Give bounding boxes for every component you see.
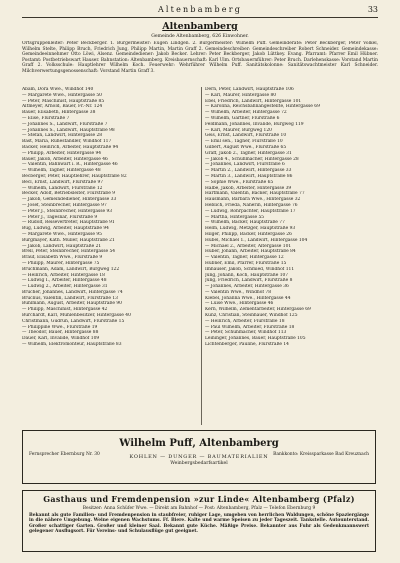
- directory-entry: — Karl, Maurer, Hintergasse 80: [205, 92, 277, 98]
- directory-entry: — Rudolf, Reisevertreter, Hauptstraße 91: [22, 220, 115, 226]
- ad-supplies: Weinbergsbedarfsartikel: [170, 461, 228, 466]
- directory-entry: — Wilhelm, Elektromonteur, Hauptstraße 83: [22, 342, 122, 348]
- directory-entry: Kern, Wilhelm, Zementarbeiter, Hintergasse 69: [205, 307, 311, 313]
- directory-entry: Ebel, Friedrich, Landwirt, Hintergasse 101: [205, 98, 302, 104]
- town-subtitle: Gemeinde Altenbamberg, 626 Einwohner.: [151, 34, 249, 39]
- directory-entry: — Josef, Steinbrecher, Hintergasse 97: [22, 202, 107, 208]
- directory-entry: Burgmayer, Kath. Müller, Hauptstraße 21: [22, 237, 115, 243]
- directory-entry: — Emil sen., Tagner, Flurstraße 10: [205, 139, 283, 145]
- directory-entry: Bruclius, Valentin, Landwirt, Flurstraße 13: [22, 295, 118, 301]
- directory-entry: Bauer, Jakob, Arbeiter, Hintergasse 46: [22, 156, 108, 162]
- directory-entry: Dauer, Karl, Invalide, Windhof 109: [22, 336, 100, 342]
- directory-entry: — Wilhelm, Landwirt, Flurstraße 12: [22, 185, 103, 191]
- page-number: 33: [367, 5, 378, 14]
- directory-entry: — Philipp, Maurer, Hintergasse 75: [22, 260, 100, 266]
- directory-entry: Dern, Peter, Landwirt, Hauptstraße 106: [205, 87, 294, 92]
- directory-entry: Bug, Ludwig, Arbeiter, Hauptstraße 94: [22, 226, 109, 232]
- directory-entry: — Wilhelm, Bäcker, Hauptstraße 77: [205, 220, 285, 226]
- directory-entry: — Elise, Flurstraße 7: [22, 115, 70, 121]
- directory-entry: — Martin 3., Landwirt, Hauptstraße 86: [205, 173, 293, 179]
- directory-entry: — Ludwig I., Arbeiter, Hintergasse 48: [22, 278, 107, 284]
- directory-entry: — Karl, Maurer, Burgweg 120: [205, 127, 272, 133]
- directory-entry: — Wilhelm, Gärtner, Flurstraße 6: [205, 115, 280, 121]
- directory-entry: Bast, Maria, Ruhestandler, Windhof 117: [22, 139, 112, 145]
- directory-entry: Kunz, Christian, Steinhauer, Windhof 125: [205, 313, 298, 319]
- directory-entry: — Heinrich, Arbeiter, Flurstraße 18: [205, 318, 285, 324]
- directory-entry: — Luise Wwe., Hintergasse 46: [205, 301, 274, 307]
- directory-entry: — Johannes S., Landwirt, Hauptstraße 98: [22, 127, 115, 133]
- directory-entry: — Valentin Wwe., Windhof 78: [205, 289, 272, 295]
- directory-entry: Gilbert, August Wwe., Flurstraße 65: [205, 144, 287, 150]
- directory-entry: — Johannes S., Landwirt, Flurstraße 7: [22, 121, 108, 127]
- directory-entry: — Martin 2., Landwirt, Hintergasse 33: [205, 168, 292, 174]
- directory-entry: — Johannes, Landwirt, Flurstraße 6: [205, 162, 285, 168]
- directory-entry: Hübner, Emil, Pfarrer, Flurstraße 15: [205, 260, 287, 266]
- directory-entry: Imhäuser, Jakob, Schmied, Windhof 111: [205, 266, 295, 272]
- ad-bank: Bankkonto: Kreissparkasse Bad Kreuznach: [273, 452, 369, 457]
- directory-entry: Klebel, Johanna Wwe., Hintergasse 44: [205, 295, 291, 301]
- directory-entry: Bauer, Elisabeth, Hintergasse 38: [22, 110, 96, 116]
- directory-entry: — Ludwig 2., Arbeiter, Hintergasse 31: [22, 284, 108, 290]
- directory-entry: Helm, Ludwig, Metzger, Hauptstraße 93: [205, 226, 296, 232]
- directory-entry: — Peter J., Steinbrecher, Hintergasse 93: [22, 208, 113, 214]
- directory-entry: — Peter, Maschinist, Hauptstraße 85: [22, 98, 105, 104]
- directory-entry: — Martha, Hintergasse 55: [205, 214, 265, 220]
- ad-owner-line: Besitzer: Anna Schüfer Wwe. — Direkt am Bahnhof — Post: Altenbamberg, Pfalz — Telefon Ebernburg 9: [82, 506, 316, 511]
- directory-entry: Hartmann, Valentin, Bäcker, Hauptstraße 77: [205, 191, 305, 197]
- directory-entry: Brücher, Johannes, Landwirt, Hintergasse 74: [22, 289, 123, 295]
- directory-entry: Brauf, Elisabeth Wwe., Flurstraße 9: [22, 255, 103, 261]
- directory-entry: — Paul Wilhelm, Arbeiter, Flurstraße 18: [205, 324, 295, 330]
- directory-entry: Leininger, Johannes, Bauer, Hauptstraße 105: [205, 336, 306, 342]
- directory-entry: — Wilhelm, Tagner, Hintergasse 48: [22, 168, 101, 174]
- directory-entry: — Jakob 4., Schuhmacher, Hintergasse 28: [205, 156, 299, 162]
- directory-entry: Hausmann, Barbara Wwe., Hintergasse 32: [205, 197, 301, 203]
- directory-entry: Brell, Peter, Steinbrecher, Hintergasse 54: [22, 249, 116, 255]
- town-name: Altenbamberg: [162, 21, 238, 32]
- running-title: Altenbamberg: [157, 5, 243, 14]
- directory-entry: — Jakob, Landwirt, Hauptstraße 21: [22, 243, 102, 249]
- running-header: [22, 5, 378, 18]
- directory-entry: Graff, Jakob 2., Tagner, Hintergasse 31: [205, 150, 292, 156]
- officials-paragraph: Ortsgruppenleiter: Peter Beckberger. 1. Bürgermeister: Eugen Lindgen. 2. Bürgermeister: Wilhelm Puff. Gemeinderäte: Peter Beckberger, Peter Völkel, Wilhelm Stelte, Philipp Bruch, Friedrich Jung, Philipp Martin, Martin Graff 2. Gemeindeschreiber: Gemeindeschreiber Robert Schneider. Gemeindekasse: Gemeindeeinnehmer Otto Löwi, Alsenz. Gemeindediener: Jakob Becker. Lehrer: Peter Beckberger, Jakob Lüttkey. Evang. Pfarramt: Pfarrer Emil Hübner. Postamt: Postbetriebswart Hauser. Bahnstation: Altenbamberg. Kreisbauernschaft: Karl Ulm. Ortsbauernführer: Peter Bruch. Darlehenskasse: Vorstand Martin Graff 2. Volksschule: Hauptlehrer Wilhelm Koch. Feuerwehr: Wehrführer Wilhelm Puff. Sanitätskolonne: Sanitätswachtmeister Karl Schneider. Milchverwertungsgenossenschaft: Vorstand Martin Graff 3.: [22, 41, 378, 74]
- directory-entry: — Valentin, Bahnwart i. R., Hintergasse 46: [22, 162, 118, 168]
- ad-phone: Fernsprecher Ebernburg Nr. 30: [29, 452, 100, 457]
- directory-entry: Hübel, Michael 1., Landwirt, Hintergasse 104: [205, 237, 308, 243]
- directory-entry: Becberger, Peter, Hauptlehrer, Hauptstraße 82: [22, 173, 127, 179]
- resident-list-right: [205, 87, 378, 425]
- column-divider: [201, 87, 202, 425]
- directory-entry: Becl, Ernst, Landwirt, Flurstraße 97: [22, 179, 104, 185]
- ad-goods: KOHLEN — DUNGER — BAUMATERIALIEN: [129, 454, 269, 460]
- directory-entry: Halbe, Jakob, Arbeiter, Hintergasse 39: [205, 185, 292, 191]
- advertisement-gasthaus: [22, 490, 376, 552]
- directory-entry: — Peter, Schuhmacher, Windhof 113: [205, 330, 287, 336]
- directory-entry: Heblich, Frieda, Näherin, Hintergasse 76: [205, 202, 298, 208]
- advertisement-puff: [22, 430, 376, 484]
- directory-entry: — Sophie Wwe., Flurstraße 65: [205, 179, 274, 185]
- directory-entry: Feldmann, Johannes, Invalide, Burgweg 119: [205, 121, 304, 127]
- directory-entry: — Stefan, Landwirt, Hintergasse 28: [22, 133, 103, 139]
- directory-entry: Hilger, Philipp, Bäcker, Hintergasse 26: [205, 231, 292, 237]
- directory-entry: Jung, Friedrich, Landwirt, Flurstraße 8: [205, 278, 293, 284]
- directory-entry: — Karolina, Reichsbahnangestellte, Hintergasse 69: [205, 104, 320, 110]
- directory-entry: — Jakob, Gemeindediener, Hintergasse 33: [22, 197, 117, 203]
- directory-entry: — Michael 2., Arbeiter, Altergasse 101: [205, 243, 292, 249]
- ad-headline: Wilhelm Puff, Altenbamberg: [119, 438, 279, 449]
- directory-entry: Huber, Johann, Arbeiter, Hauptstraße 84: [205, 249, 296, 255]
- directory-entry: Bühlmann, August, Arbeiter, Hauptstraße 90: [22, 301, 122, 307]
- directory-entry: Bruchmann, Adam, Landwirt, Burgweg 122: [22, 266, 120, 272]
- directory-entry: — Philippine Wwe., Flurstraße 19: [22, 324, 98, 330]
- directory-entry: Lichtenberger, Pauline, Flurstraße 14: [205, 342, 289, 348]
- directory-entry: Becker, Adolf, Betriebsleiter, Flurstraße 9: [22, 191, 116, 197]
- directory-entry: Jung, Johann, Koch, Hauptstraße 107: [205, 272, 289, 278]
- directory-entry: Christmann, Gudrun, Landwirt, Flurstraße 15: [22, 318, 125, 324]
- resident-list-left: [22, 87, 195, 425]
- directory-entry: — Ludwig, Rohrpächter, Hauptstraße 17: [205, 208, 296, 214]
- directory-entry: — Heinrich, Arbeiter, Hintergasse 18: [22, 272, 105, 278]
- directory-entry: — Johannes, Arbeiter, Hintergasse 36: [205, 284, 289, 290]
- directory-entry: — Philipp, Maschinist, Hintergasse 42: [22, 307, 108, 313]
- directory-entry: Abam, Dora Wwe., Windhof 140: [22, 87, 94, 92]
- directory-entry: Geis, Ernst, Landwirt, Flurstraße 10: [205, 133, 287, 139]
- directory-entry: — Philipp, Arbeiter, Hintergasse 94: [22, 150, 102, 156]
- directory-entry: — Margarete Wwe., Hintergasse 95: [22, 231, 102, 237]
- directory-entry: Burchardt, Karl, Mühlenbesitzer, Hintergasse 40: [22, 313, 131, 319]
- directory-entry: — Margarete Wwe., Hintergasse 50: [22, 92, 102, 98]
- directory-entry: — Theodor, Bauer, Hintergasse 88: [22, 330, 99, 336]
- directory-entry: Altmeyer, Arnold, Bauer, Fr.-Nr. 124: [22, 104, 103, 110]
- directory-entry: — Wilhelm, Arbeiter, Hintergasse 72: [205, 110, 287, 116]
- ad-description: Bekannt als gute Familien- und Fremdenpension in staubfreier, ruhiger Lage, umgeben von herrlichen Waldungen, schöne Spaziergänge in die nähere Umgebung. Weine eigenen Wachstums. Ff. Biere. Kalte und warme Speisen zu jeder Tageszeit. Tankstelle. Autounterstand. Großer schattiger Garten. Großer und kleiner Saal. Bekannt gute Küche. Mäßige Preise. Bekannter aus Fuhr als Gedenkmannswert gelegener Ausflugsort. Für Vereins- und Schulausflüge gut geeignet.: [29, 513, 369, 535]
- ad-headline: Gasthaus und Fremdenpension »zur Linde« Altenbamberg (Pfalz): [43, 494, 355, 504]
- directory-entry: Bäcker, Heinrich, Arbeiter, Hauptstraße 94: [22, 144, 119, 150]
- directory-entry: — Peter J., Tagesnar, Flurstraße 9: [22, 214, 98, 220]
- directory-entry: — Valentin, Tagner, Hintergasse 12: [205, 255, 284, 261]
